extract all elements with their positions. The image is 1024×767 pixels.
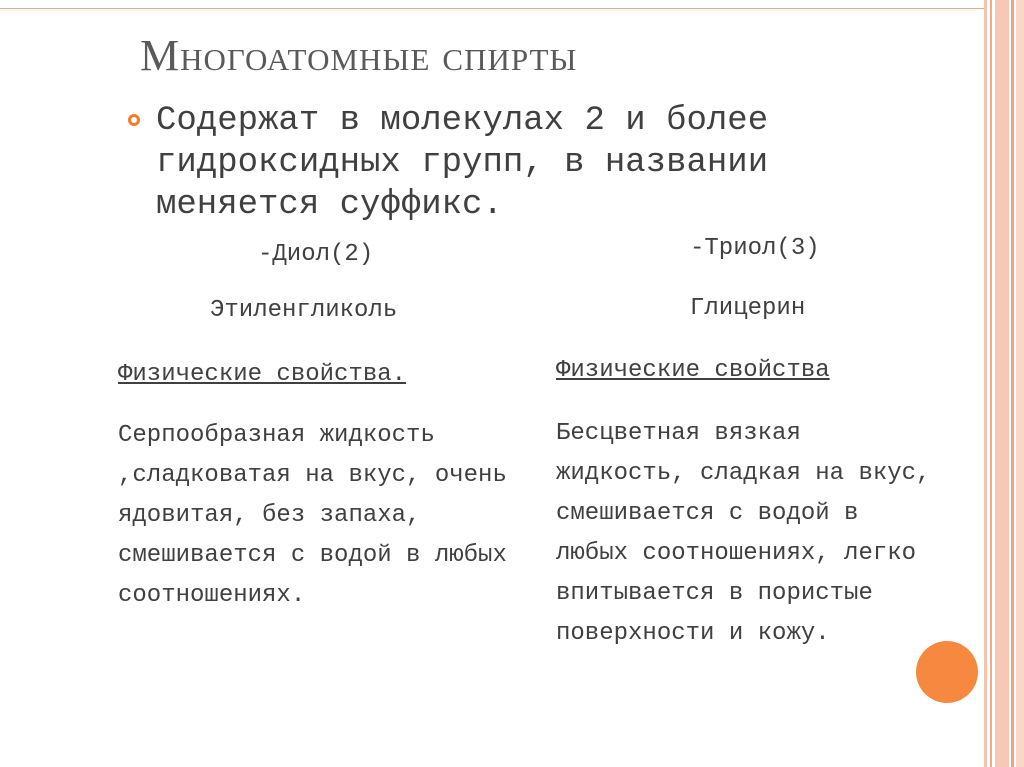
left-properties-text: Серпообразная жидкость ,сладковатая на вкус, очень ядовитая, без запаха, смешивается с водой в любых соотношениях. — [118, 422, 507, 609]
right-properties-text: Бесцветная вязкая жидкость, сладкая на вкус, смешивается с водой в любых соотношениях, легко впитывается в пористые поверхности и кожу. — [556, 420, 931, 647]
diol-suffix: -Диол(2) — [258, 241, 374, 268]
orange-circle-icon — [916, 641, 978, 703]
bullet-text: Содержат в молекулах 2 и более гидроксидных групп, в названии меняется суффикс. — [156, 102, 769, 224]
triol-suffix: -Триол(3) — [690, 235, 820, 262]
glycerin-name: Глицерин — [690, 295, 806, 322]
ethylene-glycol-name: Этиленгликоль — [210, 297, 398, 324]
top-divider — [0, 8, 985, 9]
right-decorative-stripes — [984, 0, 1024, 767]
ring-bullet-icon — [128, 114, 140, 126]
left-properties-heading: Физические свойства. — [118, 361, 407, 388]
right-properties-heading: Физические свойства — [556, 357, 830, 384]
slide-title: Многоатомные спирты — [140, 31, 578, 80]
